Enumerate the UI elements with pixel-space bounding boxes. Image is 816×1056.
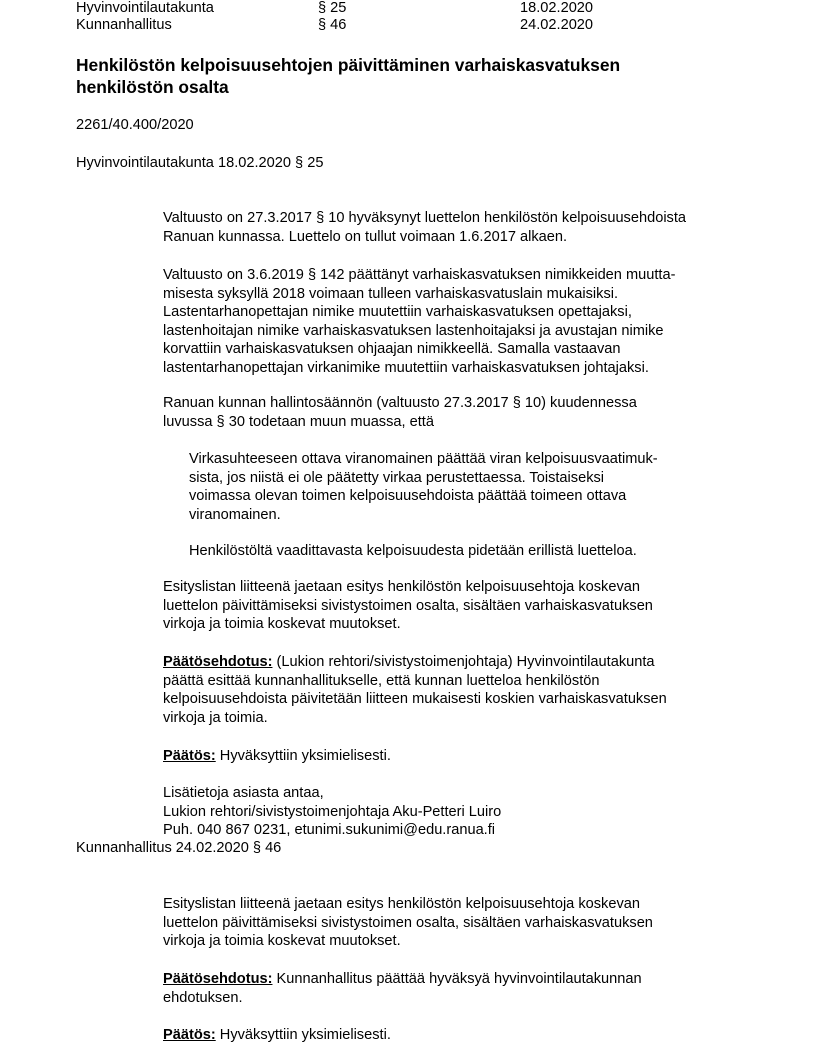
header-body: Kunnanhallitus [76,17,172,33]
decision-text: Hyväksyttiin yksimielisesti. [215,1027,391,1043]
text-line: Lastentarhanopettajan nimike muutettiin varhaiskasvatuksen opettajaksi, [163,304,632,320]
meeting-heading: Kunnanhallitus 24.02.2020 § 46 [76,840,282,856]
text-line: kelpoisuusehdoista päivitetään liitteen mukaisesti koskien varhaiskasvatuksen [163,691,667,707]
text-line: lastentarhanopettajan virkanimike muutettiin varhaiskasvatuksen johtajaksi. [163,359,649,376]
paragraph [163,895,783,951]
text-line: misesta syksyllä 2018 voimaan tulleen varhaiskasvatuslain mukaisiksi. [163,285,619,302]
title-line: henkilöstön osalta [76,77,229,97]
header-date: 24.02.2020 [520,17,594,33]
paragraph [163,394,783,431]
text-line: Valtuusto on 3.6.2019 § 142 päättänyt varhaiskasvatuksen nimikkeiden muutta- [163,267,676,283]
text-line: sista, jos niistä ei ole päätetty virkaa perustettaessa. Toistaiseksi [189,469,605,486]
text-line: virkoja ja toimia koskevat muutokset. [163,933,401,949]
contact-line: Puh. 040 867 0231, etunimi.sukunimi@edu.ranua.fi [163,822,496,838]
decision-label: Päätös: [163,748,216,764]
header-date: 18.02.2020 [520,0,594,16]
text-line: virkoja ja toimia koskevat muutokset. [163,616,401,632]
proposal-label: Päätösehdotus: [163,654,273,670]
proposal-label: Päätösehdotus: [163,971,273,987]
text-line: luvussa § 30 todetaan muun muassa, että [163,413,434,430]
text-line: lastenhoitajan nimike varhaiskasvatuksen lastenhoitajaksi ja avustajan nimike [163,322,664,339]
meeting-heading: Hyvinvointilautakunta 18.02.2020 § 25 [76,155,324,171]
case-number: 2261/40.400/2020 [76,117,194,133]
text-line: ehdotuksen. [163,989,243,1006]
decision-text: Hyväksyttiin yksimielisesti. [215,748,391,764]
decision [163,747,783,766]
paragraph [163,209,783,246]
text-line: virkoja ja toimia. [163,709,268,726]
decision-label: Päätös: [163,1027,216,1043]
text-line: Valtuusto on 27.3.2017 § 10 hyväksynyt luettelon henkilöstön kelpoisuusehdoista [163,210,687,226]
quote-paragraph [189,542,637,561]
document-title [76,54,716,98]
text-line: viranomainen. [189,506,281,523]
header-body: Hyvinvointilautakunta [76,0,214,16]
decision [163,1026,783,1045]
text-line: Virkasuhteeseen ottava viranomainen päättää viran kelpoisuusvaatimuk- [189,451,658,467]
text-line: Esityslistan liitteenä jaetaan esitys henkilöstön kelpoisuusehtoja koskevan [163,896,641,912]
paragraph [163,266,783,377]
header-section: § 46 [318,17,347,33]
text-line: (Lukion rehtori/sivistystoimenjohtaja) Hyvinvointilautakunta [272,654,655,670]
proposal [163,970,783,1007]
text-line: Esityslistan liitteenä jaetaan esitys henkilöstön kelpoisuusehtoja koskevan [163,579,641,595]
title-line: Henkilöstön kelpoisuusehtojen päivittäminen varhaiskasvatuksen [76,55,621,75]
text-line: Lisätietoja asiasta antaa, [163,785,324,801]
text-line: Henkilöstöltä vaadittavasta kelpoisuudesta pidetään erillistä luetteloa. [189,543,637,559]
contact-info [163,784,783,840]
text-line: Ranuan kunnan hallintosäännön (valtuusto 27.3.2017 § 10) kuudennessa [163,395,637,411]
paragraph [163,578,783,634]
quote-paragraph [189,450,658,524]
text-line: Ranuan kunnassa. Luettelo on tullut voimaan 1.6.2017 alkaen. [163,228,568,245]
proposal [163,653,783,727]
header-section: § 25 [318,0,347,16]
text-line: Kunnanhallitus päättää hyväksyä hyvinvointilautakunnan [272,971,642,987]
text-line: korvattiin varhaiskasvatuksen ohjaajan nimikkeellä. Samalla vastaavan [163,341,621,357]
text-line: Lukion rehtori/sivistystoimenjohtaja Aku-Petteri Luiro [163,803,502,820]
text-line: päättä esittää kunnanhallitukselle, että kunnan luetteloa henkilöstön [163,672,600,689]
text-line: luettelon päivittämiseksi sivistystoimen osalta, sisältäen varhaiskasvatuksen [163,597,653,614]
text-line: luettelon päivittämiseksi sivistystoimen osalta, sisältäen varhaiskasvatuksen [163,914,653,931]
text-line: voimassa olevan toimen kelpoisuusehdoista päättää toimeen ottava [189,488,627,504]
